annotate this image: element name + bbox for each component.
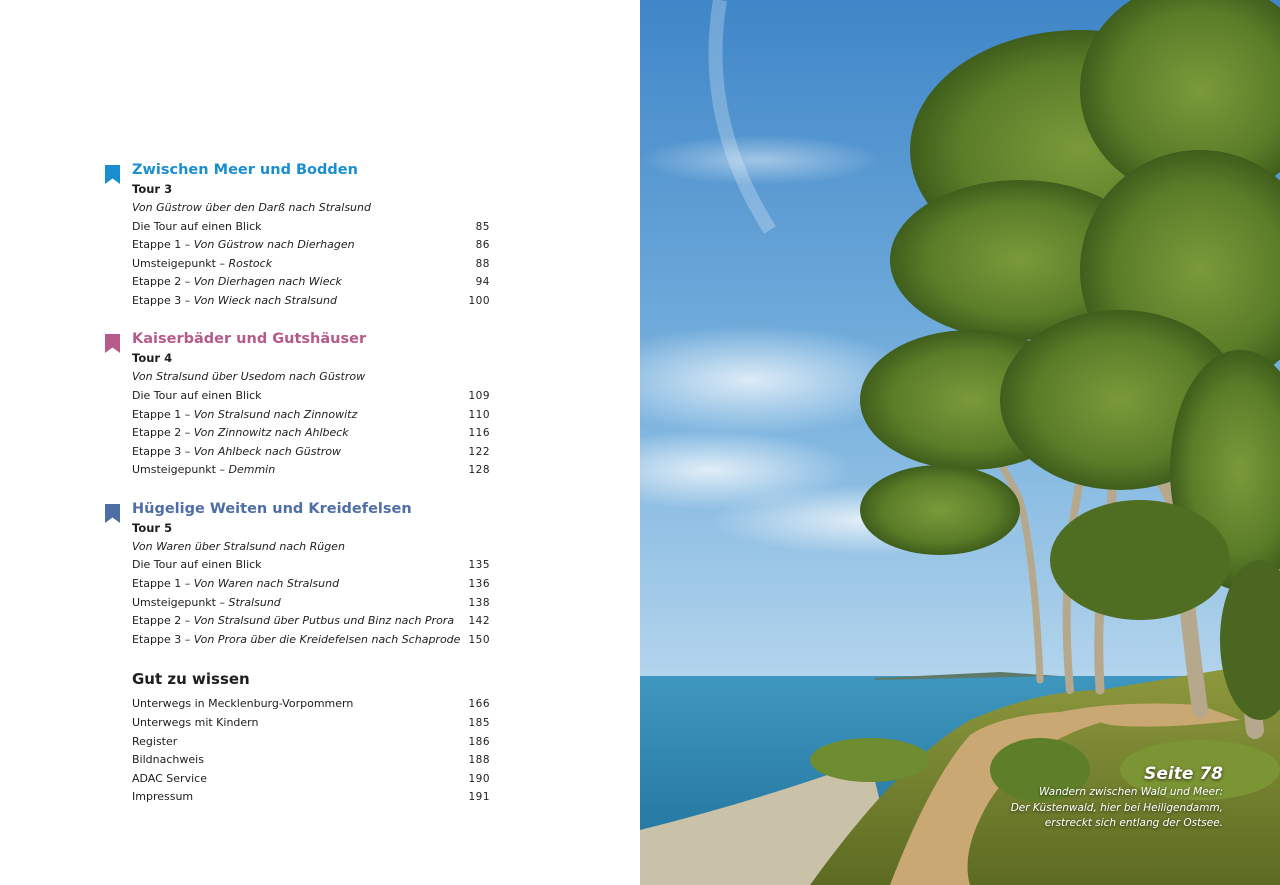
toc-entry[interactable] [132,594,490,613]
toc-entry[interactable] [132,733,490,752]
tour-label: Tour 4 [132,351,173,366]
page-number: 122 [468,445,490,458]
entry-label: Umsteigepunkt – [132,256,229,270]
page-number: 191 [468,791,490,804]
entry-label: Etappe 1 – [132,407,194,421]
page-number: 185 [468,717,490,729]
entry-label: Etappe 2 – [132,614,194,628]
entry-label: Impressum [132,790,194,804]
entry-label: Die Tour auf einen Blick [132,388,262,402]
tour-subtitle: Von Güstrow über den Darß nach Stralsund [132,201,371,214]
photo-illustration [640,0,1280,885]
bookmark-icon [105,165,120,184]
page-number: 86 [475,239,490,252]
page-number: 88 [475,257,490,270]
toc-entry[interactable] [132,273,490,292]
page-number: 85 [475,220,490,233]
entry-label: Bildnachweis [132,753,204,767]
toc-section-3 [132,499,490,649]
page-number: 138 [468,596,490,609]
toc-entry[interactable] [132,751,490,770]
photo-caption [1011,763,1223,832]
bookmark-icon [105,504,120,523]
toc-entry[interactable] [132,387,490,406]
toc-section-1 [132,160,490,310]
tour-subtitle: Von Stralsund über Usedom nach Güstrow [132,370,366,384]
toc-entry[interactable] [132,714,490,733]
entry-label: Umsteigepunkt – [132,463,229,477]
section-title[interactable]: Hügelige Weiten und Kreidefelsen [132,500,412,517]
toc-entry[interactable] [132,218,490,237]
entry-label: Unterwegs mit Kindern [132,716,259,729]
coastal-forest-photo [640,0,1280,885]
entry-route: Von Dierhagen nach Wieck [193,275,342,289]
toc-section-good-to-know [132,669,490,807]
section-title[interactable]: Kaiserbäder und Gutshäuser [132,331,367,348]
toc-entry[interactable] [132,406,490,425]
page-number: 142 [468,615,490,628]
entry-label: Etappe 1 – [132,238,194,252]
entry-route: Von Stralsund über Putbus und Binz nach Prora [193,614,455,628]
toc-entry[interactable] [132,788,490,807]
entry-label: Etappe 1 – [132,577,194,591]
entry-route: Stralsund [228,595,281,609]
entry-label: Die Tour auf einen Blick [132,219,262,233]
entry-route: Von Prora über die Kreidefelsen nach Schaprode [193,632,461,646]
toc-entry[interactable] [132,236,490,255]
section-title[interactable]: Gut zu wissen [132,670,250,689]
tour-label: Tour 5 [132,520,173,535]
page-number: 128 [468,464,490,477]
toc-entry[interactable] [132,575,490,594]
entry-route: Von Ahlbeck nach Güstrow [193,444,342,458]
page-number: 110 [468,408,490,421]
page-number: 135 [468,559,490,572]
caption-text: Wandern zwischen Wald und Meer: [1038,786,1223,798]
toc-entry[interactable] [132,424,490,443]
entry-label: Umsteigepunkt – [132,595,229,609]
toc-entry[interactable] [132,695,490,714]
page-number: 186 [468,735,490,748]
page-number: 190 [468,772,490,785]
toc-section-2 [132,329,490,479]
entry-label: ADAC Service [132,771,207,785]
page-number: 100 [468,294,490,307]
caption-text: erstreckt sich entlang der Ostsee. [1044,817,1223,829]
caption-text: Der Küstenwald, hier bei Heiligendamm, [1010,801,1223,814]
caption-page-reference[interactable]: Seite 78 [1144,764,1223,784]
toc-entry[interactable] [132,255,490,274]
entry-route: Von Waren nach Stralsund [193,577,340,591]
page-number: 94 [475,276,490,289]
entry-route: Rostock [228,256,273,270]
page-number: 188 [468,754,490,767]
page-number: 136 [468,578,490,591]
page-number: 109 [468,389,490,402]
toc-entry[interactable] [132,612,490,631]
entry-label: Unterwegs in Mecklenburg-Vorpommern [132,697,354,711]
entry-route: Demmin [228,463,276,477]
entry-label: Etappe 3 – [132,293,194,307]
page-number: 150 [468,633,490,646]
entry-label: Register [132,734,178,748]
toc-entry[interactable] [132,292,490,311]
bookmark-icon [105,334,120,353]
entry-label: Die Tour auf einen Blick [132,558,262,572]
table-of-contents [132,160,490,807]
entry-label: Etappe 3 – [132,632,194,646]
page-number: 116 [468,427,490,440]
toc-entry[interactable] [132,631,490,650]
entry-route: Von Wieck nach Stralsund [193,293,337,307]
entry-route: Von Zinnowitz nach Ahlbeck [193,426,349,440]
entry-route: Von Stralsund nach Zinnowitz [193,407,358,421]
entry-route: Von Güstrow nach Dierhagen [193,238,355,252]
tour-label: Tour 3 [132,182,173,196]
toc-entry[interactable] [132,443,490,462]
entry-label: Etappe 2 – [132,275,194,289]
page-number: 166 [468,698,490,711]
toc-entry[interactable] [132,461,490,480]
tour-subtitle: Von Waren über Stralsund nach Rügen [132,539,345,553]
section-title[interactable]: Zwischen Meer und Bodden [132,162,358,178]
toc-entry[interactable] [132,770,490,789]
entry-label: Etappe 2 – [132,426,194,440]
entry-label: Etappe 3 – [132,444,194,458]
toc-entry[interactable] [132,556,490,575]
